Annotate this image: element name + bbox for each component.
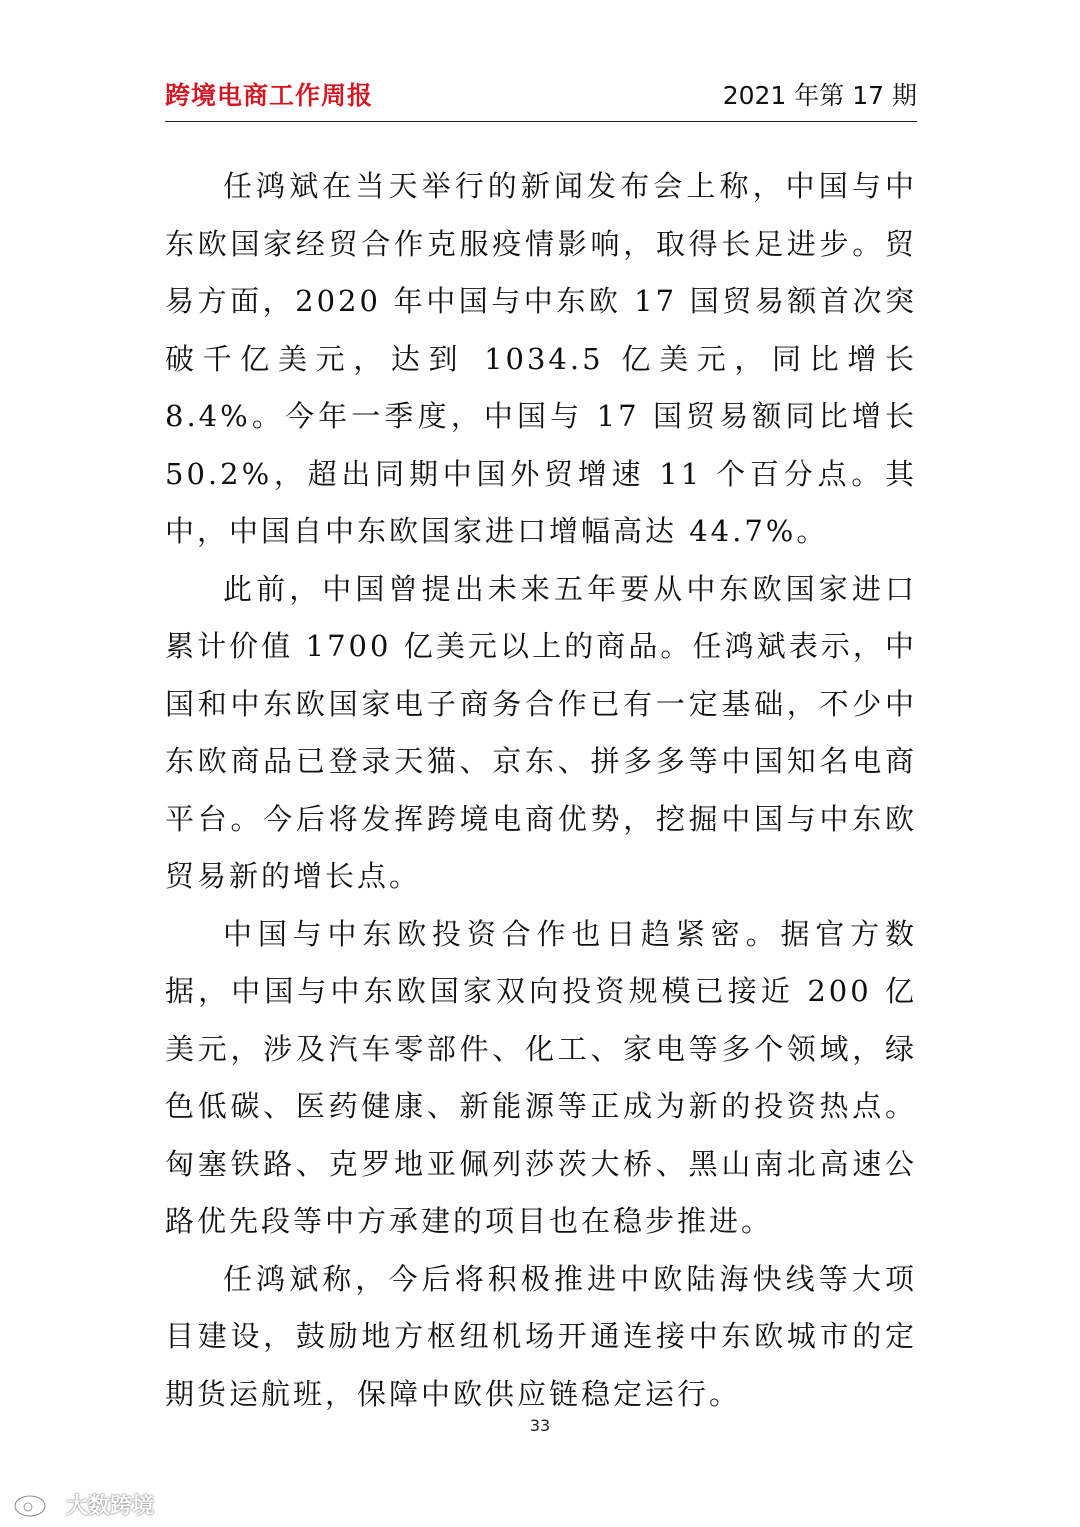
watermark-label: 大数跨境 [66,1493,155,1519]
report-title: 跨境电商工作周报 [165,81,374,110]
paragraph: 中国与中东欧投资合作也日趋紧密。据官方数据，中国与中东欧国家双向投资规模已接近 200 亿美元，涉及汽车零部件、化工、家电等多个领域，绿色低碳、医药健康、新能源等正成为新的投资热点。匈塞铁路、克罗地亚佩列莎茨大桥、黑山南北高速公路优先段等中方承建的项目也在稳步推进。 [165,916,917,1238]
paragraph: 任鸿斌在当天举行的新闻发布会上称，中国与中东欧国家经贸合作克服疫情影响，取得长足进步。贸易方面，2020 年中国与中东欧 17 国贸易额首次突破千亿美元，达到 1034.5 亿美元，同比增长 8.4%。今年一季度，中国与 17 国贸易额同比增长 50.2%，超出同期中国外贸增速 11 个百分点。其中，中国自中东欧国家进口增幅高达 44.7%。 [165,169,917,548]
header-divider [165,121,917,122]
paragraph: 此前，中国曾提出未来五年要从中东欧国家进口累计价值 1700 亿美元以上的商品。任鸿斌表示，中国和中东欧国家电子商务合作已有一定基础，不少中东欧商品已登录天猫、京东、拼多多等中国知名电商平台。今后将发挥跨境电商优势，挖掘中国与中东欧贸易新的增长点。 [165,571,917,893]
source-watermark [12,1489,154,1519]
page-header [165,76,917,116]
paragraph: 任鸿斌称，今后将积极推进中欧陆海快线等大项目建设，鼓励地方枢纽机场开通连接中东欧城市的定期货运航班，保障中欧供应链稳定运行。 [165,1261,917,1411]
issue-label: 2021 年第 17 期 [722,81,917,110]
page-number: 33 [529,1416,551,1435]
article-body [165,158,917,1423]
weibo-logo-icon [12,1490,60,1518]
